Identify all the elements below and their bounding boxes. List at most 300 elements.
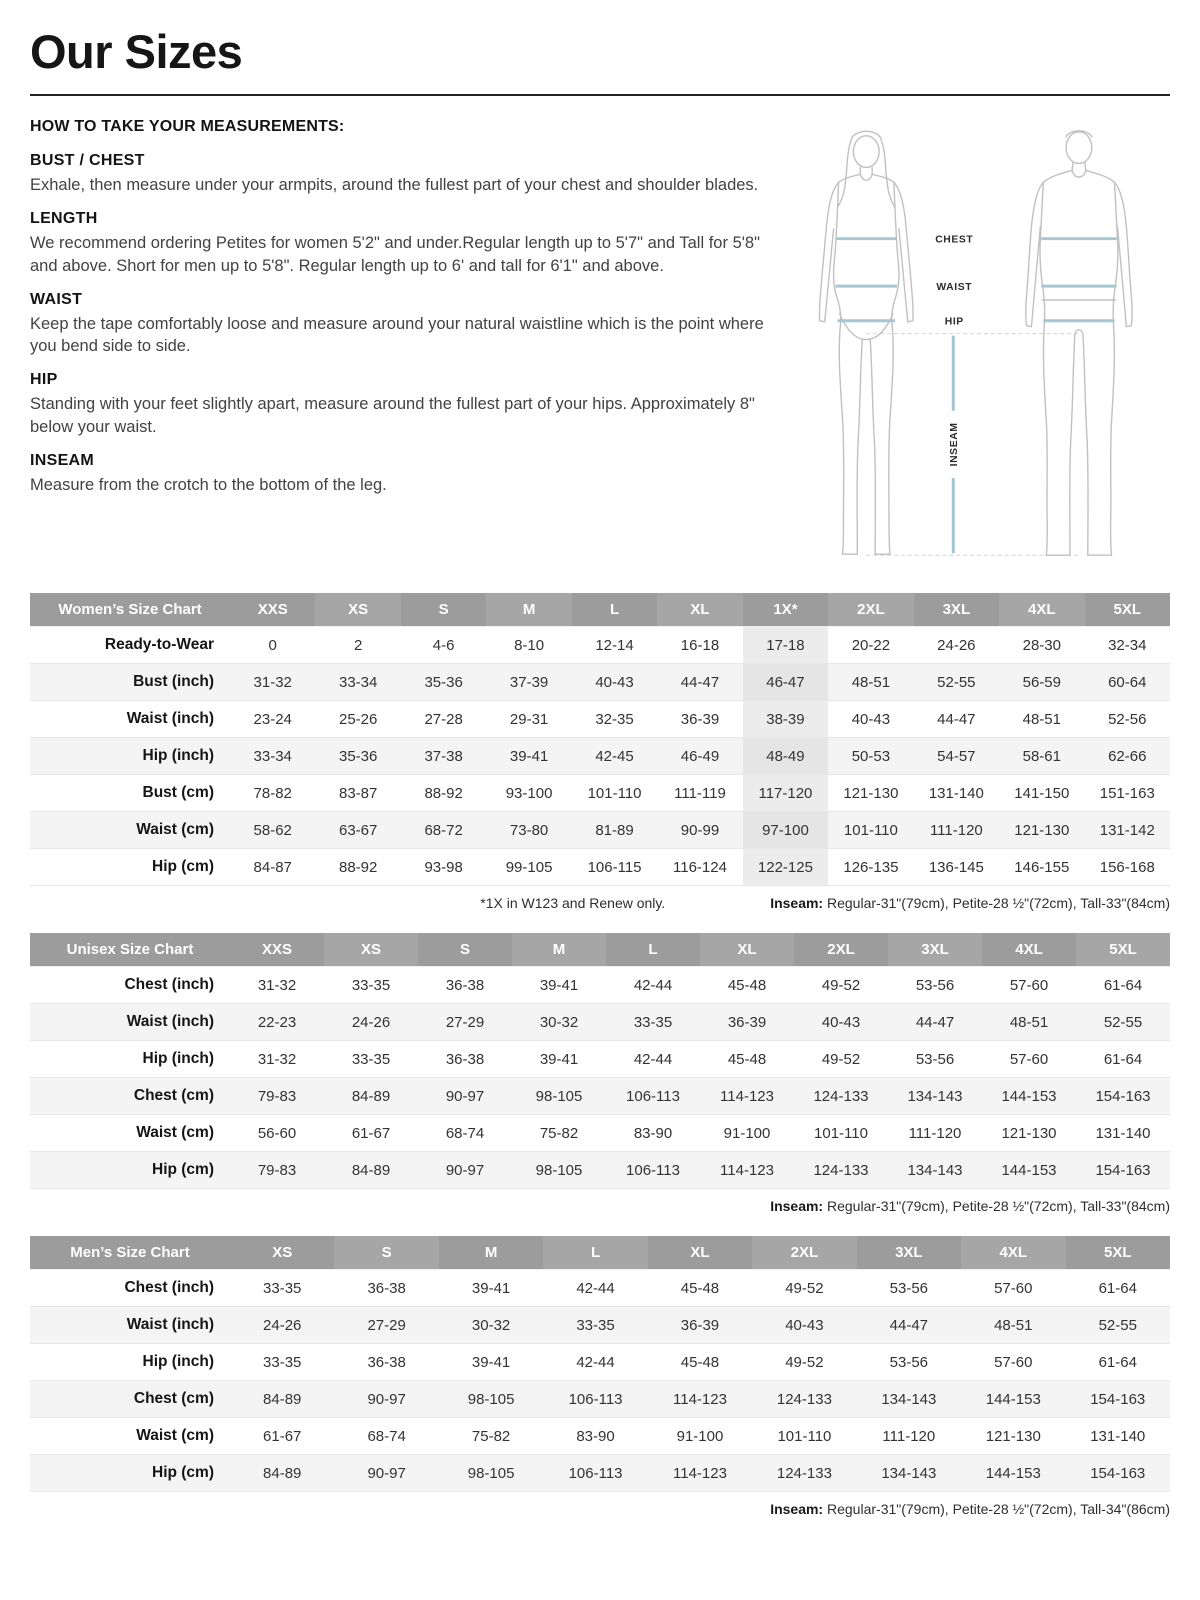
- size-value: 144-153: [1001, 1087, 1057, 1105]
- size-value: 44-47: [889, 1316, 929, 1334]
- size-value: 81-89: [595, 821, 634, 839]
- size-column-header: XS: [315, 593, 400, 627]
- size-value: 31-32: [257, 1050, 297, 1068]
- men-size-table: [30, 1236, 1170, 1492]
- instruction-title: INSEAM: [30, 451, 95, 469]
- instruction-section-waist: [30, 291, 775, 358]
- size-value: 151-163: [1099, 784, 1155, 802]
- size-value: 24-26: [351, 1013, 391, 1031]
- size-column-header: M: [512, 933, 606, 967]
- size-value: 45-48: [727, 976, 767, 994]
- size-value: 90-97: [445, 1161, 485, 1179]
- size-value: 38-39: [743, 701, 828, 738]
- size-value: 49-52: [821, 1050, 861, 1068]
- size-value: 46-49: [680, 747, 720, 765]
- size-value: 98-105: [467, 1464, 515, 1482]
- size-value: 90-97: [367, 1390, 406, 1408]
- instruction-title: HIP: [30, 371, 58, 389]
- size-column-header: 2XL: [794, 933, 888, 967]
- inseam-note-text: Regular-31"(79cm), Petite-28 ½"(72cm), Tall-33"(84cm): [823, 895, 1170, 911]
- size-column-header: 3XL: [888, 933, 982, 967]
- row-label: Hip (cm): [152, 858, 214, 875]
- size-column-header: 4XL: [961, 1236, 1065, 1270]
- size-row: [30, 775, 1170, 812]
- size-value: 31-32: [253, 673, 292, 691]
- size-value: 42-44: [576, 1279, 615, 1297]
- row-label: Waist (cm): [136, 1427, 214, 1444]
- row-label: Bust (inch): [133, 673, 214, 690]
- chest-label: CHEST: [934, 234, 973, 246]
- row-label: Waist (cm): [136, 1124, 214, 1141]
- page-title: Our Sizes: [30, 25, 243, 78]
- size-value: 39-41: [471, 1353, 511, 1371]
- size-column-header: 4XL: [982, 933, 1076, 967]
- size-value: 88-92: [424, 784, 463, 802]
- size-value: 48-49: [743, 738, 828, 775]
- size-value: 33-34: [253, 747, 292, 765]
- size-value: 39-41: [509, 747, 549, 765]
- size-value: 31-32: [257, 976, 297, 994]
- size-value: 106-113: [568, 1390, 623, 1408]
- size-value: 48-51: [851, 673, 891, 691]
- size-value: 40-43: [821, 1013, 861, 1031]
- size-value: 134-143: [907, 1161, 963, 1179]
- size-value: 56-60: [257, 1124, 297, 1142]
- size-value: 58-61: [1022, 747, 1061, 765]
- instruction-body: We recommend ordering Petites for women 5'2" and under.Regular length up to 5'7" and Tall for 5'8" and above. Short for men up to 5'8". Regular length up to 6' and tall for 6'1" and above.: [30, 234, 760, 275]
- size-column-header: L: [606, 933, 700, 967]
- size-value: 68-72: [424, 821, 463, 839]
- size-value: 111-120: [929, 821, 983, 839]
- woman-outline: [819, 131, 913, 554]
- inseam-note-text: Regular-31"(79cm), Petite-28 ½"(72cm), Tall-34"(86cm): [823, 1501, 1170, 1517]
- size-value: 45-48: [727, 1050, 767, 1068]
- size-value: 30-32: [539, 1013, 579, 1031]
- waist-label: WAIST: [935, 282, 972, 294]
- size-row: [30, 1152, 1170, 1189]
- instruction-section-inseam: [30, 452, 775, 496]
- size-row: [30, 1270, 1170, 1307]
- size-value: 52-55: [1098, 1316, 1137, 1334]
- size-column-header: XS: [230, 1236, 334, 1270]
- size-column-header: 5XL: [1066, 1236, 1171, 1270]
- size-value: 144-153: [985, 1390, 1041, 1408]
- size-value: 35-36: [424, 673, 463, 691]
- unisex-size-chart-section: [30, 933, 1170, 1216]
- row-label: Chest (inch): [124, 976, 214, 993]
- row-label: Waist (inch): [126, 1316, 214, 1333]
- size-value: 154-163: [1095, 1087, 1151, 1105]
- size-value: 46-47: [743, 664, 828, 701]
- size-value: 106-113: [626, 1087, 680, 1105]
- chart-title: Unisex Size Chart: [30, 933, 230, 967]
- size-value: 111-120: [908, 1124, 962, 1142]
- size-value: 44-47: [915, 1013, 955, 1031]
- size-row: [30, 1381, 1170, 1418]
- size-value: 116-124: [673, 858, 727, 876]
- size-value: 36-38: [367, 1279, 406, 1297]
- size-value: 114-123: [720, 1161, 774, 1179]
- size-value: 42-45: [595, 747, 634, 765]
- size-value: 78-82: [253, 784, 292, 802]
- size-value: 33-35: [263, 1279, 302, 1297]
- size-column-header: XS: [324, 933, 418, 967]
- size-value: 36-38: [445, 1050, 485, 1068]
- hip-label: HIP: [944, 316, 964, 328]
- size-value: 84-89: [263, 1464, 302, 1482]
- size-value: 83-90: [576, 1427, 615, 1445]
- size-value: 93-100: [505, 784, 553, 802]
- size-value: 53-56: [915, 976, 955, 994]
- chart-footnote: *1X in W123 and Renew only.: [480, 895, 666, 911]
- row-label: Chest (cm): [133, 1390, 214, 1407]
- unisex-chart-notes: [30, 1198, 1170, 1216]
- size-row: [30, 1307, 1170, 1344]
- size-value: 53-56: [915, 1050, 955, 1068]
- size-value: 73-80: [509, 821, 549, 839]
- size-value: 39-41: [539, 976, 579, 994]
- size-value: 68-74: [367, 1427, 406, 1445]
- man-outline: [1025, 131, 1131, 555]
- size-value: 154-163: [1090, 1464, 1146, 1482]
- size-value: 32-35: [595, 710, 634, 728]
- size-value: 37-38: [424, 747, 463, 765]
- instructions-heading: HOW TO TAKE YOUR MEASUREMENTS:: [30, 118, 345, 135]
- size-value: 117-120: [743, 775, 828, 812]
- size-value: 88-92: [338, 858, 378, 876]
- size-value: 79-83: [257, 1161, 297, 1179]
- size-value: 126-135: [843, 858, 899, 876]
- size-column-header: S: [418, 933, 512, 967]
- size-value: 44-47: [680, 673, 720, 691]
- measurement-guide-section: [30, 118, 1170, 573]
- size-value: 48-51: [994, 1316, 1033, 1334]
- size-value: 61-64: [1103, 976, 1143, 994]
- size-value: 121-130: [1001, 1124, 1057, 1142]
- size-column-header: 3XL: [857, 1236, 961, 1270]
- body-measurement-diagram: [791, 118, 1169, 573]
- row-label: Chest (cm): [133, 1087, 214, 1104]
- size-value: 97-100: [743, 812, 828, 849]
- size-value: 36-38: [367, 1353, 406, 1371]
- size-value: 111-120: [882, 1427, 936, 1445]
- size-value: 101-110: [843, 821, 898, 839]
- row-label: Waist (inch): [126, 1013, 214, 1030]
- instruction-title: LENGTH: [30, 210, 98, 228]
- size-value: 124-133: [776, 1390, 832, 1408]
- size-column-header: XL: [648, 1236, 752, 1270]
- size-value: 53-56: [889, 1279, 929, 1297]
- instruction-title: BUST / CHEST: [30, 152, 145, 169]
- size-column-header: XL: [700, 933, 794, 967]
- inseam-note: [770, 1501, 1170, 1517]
- size-value: 25-26: [338, 710, 378, 728]
- size-value: 40-43: [785, 1316, 824, 1334]
- size-row: [30, 1455, 1170, 1492]
- size-row: [30, 664, 1170, 701]
- size-column-header: 4XL: [999, 593, 1084, 627]
- size-value: 29-31: [509, 710, 549, 728]
- size-value: 57-60: [1009, 1050, 1049, 1068]
- size-value: 131-140: [1090, 1427, 1146, 1445]
- size-value: 106-113: [568, 1464, 623, 1482]
- size-row: [30, 1418, 1170, 1455]
- size-value: 79-83: [257, 1087, 297, 1105]
- size-value: 60-64: [1108, 673, 1147, 691]
- size-value: 124-133: [813, 1161, 869, 1179]
- size-value: 106-113: [626, 1161, 680, 1179]
- size-value: 30-32: [471, 1316, 511, 1334]
- size-charts: [30, 593, 1170, 1519]
- size-value: 0: [268, 636, 277, 654]
- size-value: 33-35: [351, 1050, 391, 1068]
- size-value: 52-56: [1108, 710, 1147, 728]
- unisex-size-table: [30, 933, 1170, 1189]
- size-value: 101-110: [814, 1124, 868, 1142]
- size-value: 36-39: [727, 1013, 767, 1031]
- women-size-chart-section: [30, 593, 1170, 913]
- men-size-chart-section: [30, 1236, 1170, 1519]
- size-column-header: M: [486, 593, 571, 627]
- size-column-header: XL: [657, 593, 742, 627]
- instruction-body: Standing with your feet slightly apart, measure around the fullest part of your hips. Approximately 8" below your waist.: [30, 395, 755, 436]
- inseam-note-text: Regular-31"(79cm), Petite-28 ½"(72cm), Tall-33"(84cm): [823, 1198, 1170, 1214]
- size-value: 35-36: [338, 747, 378, 765]
- size-value: 98-105: [535, 1161, 583, 1179]
- size-value: 61-64: [1098, 1353, 1137, 1371]
- size-value: 84-87: [253, 858, 292, 876]
- size-row: [30, 967, 1170, 1004]
- size-value: 16-18: [680, 636, 720, 654]
- row-label: Hip (inch): [142, 1353, 214, 1370]
- size-column-header: XXS: [230, 593, 315, 627]
- instruction-body: Exhale, then measure under your armpits, around the fullest part of your chest and shoulder blades.: [30, 176, 759, 194]
- size-row: [30, 627, 1170, 664]
- size-value: 122-125: [743, 849, 828, 886]
- size-value: 33-35: [263, 1353, 302, 1371]
- instruction-body: Keep the tape comfortably loose and measure around your natural waistline which is the point where you bend side to side.: [30, 314, 764, 356]
- size-value: 154-163: [1095, 1161, 1151, 1179]
- size-value: 50-53: [851, 747, 891, 765]
- size-value: 37-39: [509, 673, 549, 691]
- size-value: 57-60: [994, 1279, 1033, 1297]
- size-value: 42-44: [576, 1353, 615, 1371]
- size-row: [30, 1115, 1170, 1152]
- row-label: Ready-to-Wear: [104, 636, 214, 653]
- size-value: 154-163: [1090, 1390, 1146, 1408]
- size-value: 33-34: [338, 673, 378, 691]
- size-value: 33-35: [576, 1316, 615, 1334]
- size-value: 24-26: [937, 636, 976, 654]
- size-value: 134-143: [907, 1087, 963, 1105]
- size-value: 121-130: [843, 784, 899, 802]
- size-value: 114-123: [720, 1087, 774, 1105]
- size-column-header: S: [401, 593, 486, 627]
- measurement-figure: [789, 118, 1170, 573]
- instruction-body: Measure from the crotch to the bottom of the leg.: [30, 475, 387, 494]
- size-value: 20-22: [851, 636, 891, 654]
- size-value: 23-24: [253, 710, 292, 728]
- size-value: 131-142: [1099, 821, 1155, 839]
- chart-header-row: [30, 593, 1170, 627]
- title-divider: [30, 94, 1170, 96]
- size-value: 54-57: [937, 747, 976, 765]
- size-value: 90-97: [445, 1087, 485, 1105]
- size-column-header: L: [543, 1236, 647, 1270]
- chart-header-row: [30, 933, 1170, 967]
- size-value: 42-44: [633, 1050, 673, 1068]
- size-row: [30, 849, 1170, 886]
- size-value: 62-66: [1108, 747, 1147, 765]
- size-value: 63-67: [338, 821, 378, 839]
- row-label: Waist (cm): [136, 821, 214, 838]
- size-row: [30, 701, 1170, 738]
- size-value: 48-51: [1009, 1013, 1049, 1031]
- size-value: 98-105: [535, 1087, 583, 1105]
- row-label: Hip (inch): [142, 747, 214, 764]
- size-value: 45-48: [680, 1279, 720, 1297]
- size-value: 57-60: [1009, 976, 1049, 994]
- row-label: Hip (cm): [152, 1161, 214, 1178]
- size-value: 12-14: [595, 636, 634, 654]
- size-row: [30, 812, 1170, 849]
- size-row: [30, 1041, 1170, 1078]
- size-value: 61-67: [351, 1124, 391, 1142]
- instruction-section-hip: [30, 371, 775, 438]
- inseam-label: INSEAM: [948, 422, 960, 467]
- size-value: 121-130: [1014, 821, 1070, 839]
- size-column-header: 2XL: [752, 1236, 856, 1270]
- measurement-instructions: [30, 118, 775, 573]
- size-value: 121-130: [985, 1427, 1041, 1445]
- women-chart-notes: [30, 895, 1170, 913]
- chart-title: Women’s Size Chart: [30, 593, 230, 627]
- size-value: 36-39: [680, 710, 720, 728]
- size-value: 84-89: [263, 1390, 302, 1408]
- size-value: 58-62: [253, 821, 292, 839]
- size-value: 27-29: [367, 1316, 406, 1334]
- size-column-header: L: [572, 593, 657, 627]
- size-value: 75-82: [539, 1124, 579, 1142]
- measurement-lines: [835, 239, 1116, 554]
- inseam-note: [770, 1198, 1170, 1214]
- women-size-table: [30, 593, 1170, 886]
- size-value: 75-82: [471, 1427, 511, 1445]
- instruction-section-bust-chest: [30, 152, 775, 196]
- size-value: 17-18: [743, 627, 828, 664]
- size-value: 45-48: [680, 1353, 720, 1371]
- row-label: Hip (inch): [142, 1050, 214, 1067]
- size-value: 33-35: [633, 1013, 673, 1031]
- size-value: 156-168: [1099, 858, 1155, 876]
- size-value: 57-60: [994, 1353, 1033, 1371]
- size-column-header: XXS: [230, 933, 324, 967]
- size-value: 124-133: [813, 1087, 869, 1105]
- size-value: 114-123: [673, 1390, 727, 1408]
- size-value: 101-110: [587, 784, 642, 802]
- size-value: 141-150: [1014, 784, 1070, 802]
- instruction-title: WAIST: [30, 290, 83, 308]
- size-value: 84-89: [351, 1161, 391, 1179]
- size-value: 49-52: [785, 1353, 824, 1371]
- inseam-note-label: Inseam:: [770, 1501, 824, 1517]
- size-value: 39-41: [471, 1279, 511, 1297]
- size-column-header: 5XL: [1076, 933, 1170, 967]
- size-column-header: S: [334, 1236, 438, 1270]
- size-column-header: 5XL: [1085, 593, 1170, 627]
- row-label: Chest (inch): [124, 1279, 214, 1296]
- size-value: 90-99: [680, 821, 720, 839]
- row-label: Waist (inch): [126, 710, 214, 727]
- chart-header-row: [30, 1236, 1170, 1270]
- size-column-header: 2XL: [828, 593, 913, 627]
- size-value: 44-47: [937, 710, 976, 728]
- size-value: 52-55: [1103, 1013, 1143, 1031]
- size-value: 49-52: [821, 976, 861, 994]
- size-value: 56-59: [1022, 673, 1061, 691]
- row-label: Bust (cm): [142, 784, 214, 801]
- size-value: 114-123: [673, 1464, 727, 1482]
- size-value: 91-100: [676, 1427, 724, 1445]
- size-value: 83-90: [633, 1124, 673, 1142]
- size-value: 36-38: [445, 976, 485, 994]
- size-value: 90-97: [367, 1464, 406, 1482]
- size-value: 134-143: [881, 1390, 937, 1408]
- size-column-header: M: [439, 1236, 543, 1270]
- size-value: 68-74: [445, 1124, 485, 1142]
- size-value: 4-6: [432, 636, 455, 654]
- size-value: 52-55: [937, 673, 976, 691]
- size-value: 27-28: [424, 710, 463, 728]
- size-value: 61-64: [1098, 1279, 1137, 1297]
- size-value: 36-39: [680, 1316, 720, 1334]
- size-value: 33-35: [351, 976, 391, 994]
- size-value: 8-10: [514, 636, 545, 654]
- size-value: 98-105: [467, 1390, 515, 1408]
- size-value: 42-44: [633, 976, 673, 994]
- size-value: 22-23: [257, 1013, 297, 1031]
- size-value: 27-29: [445, 1013, 485, 1031]
- size-value: 144-153: [1001, 1161, 1057, 1179]
- size-value: 40-43: [851, 710, 891, 728]
- size-value: 83-87: [338, 784, 378, 802]
- size-value: 24-26: [263, 1316, 302, 1334]
- size-value: 93-98: [424, 858, 463, 876]
- size-value: 48-51: [1022, 710, 1061, 728]
- size-row: [30, 1344, 1170, 1381]
- inseam-note: [770, 895, 1170, 911]
- size-row: [30, 1004, 1170, 1041]
- size-value: 106-115: [587, 858, 642, 876]
- inseam-note-label: Inseam:: [770, 1198, 824, 1214]
- size-value: 28-30: [1022, 636, 1061, 654]
- size-value: 91-100: [723, 1124, 771, 1142]
- size-value: 101-110: [777, 1427, 832, 1445]
- size-value: 131-140: [1095, 1124, 1151, 1142]
- size-value: 131-140: [928, 784, 984, 802]
- size-column-header: 3XL: [914, 593, 999, 627]
- size-row: [30, 738, 1170, 775]
- instruction-section-length: [30, 210, 775, 277]
- size-value: 111-119: [674, 784, 726, 802]
- size-value: 84-89: [351, 1087, 391, 1105]
- men-chart-notes: [30, 1501, 1170, 1519]
- size-value: 39-41: [539, 1050, 579, 1068]
- size-value: 49-52: [785, 1279, 824, 1297]
- size-value: 134-143: [881, 1464, 937, 1482]
- size-value: 146-155: [1014, 858, 1070, 876]
- size-value: 32-34: [1108, 636, 1147, 654]
